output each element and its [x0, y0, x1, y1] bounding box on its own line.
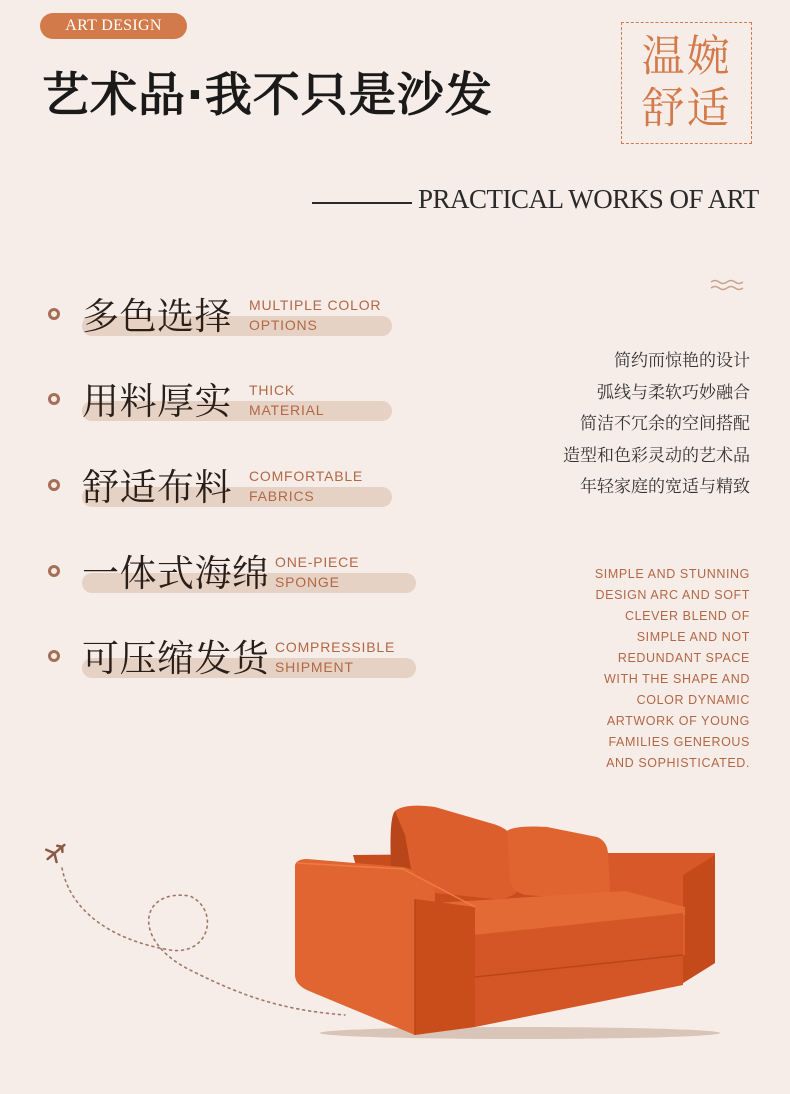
description-en-line: DESIGN ARC AND SOFT [595, 588, 750, 602]
stamp-line-1: 温婉 [641, 32, 732, 82]
description-zh-line: 简约而惊艳的设计 [614, 351, 750, 371]
feature-subtitle-line1: MULTIPLE COLOR [249, 297, 382, 313]
feature-subtitle-line2: SHIPMENT [275, 658, 354, 675]
description-zh-line: 年轻家庭的宽适与精致 [580, 477, 750, 497]
feature-title: 多色选择 [82, 295, 232, 338]
airplane-icon [42, 839, 69, 865]
feature-item-colors [48, 286, 398, 346]
description-en-line: CLEVER BLEND OF [624, 609, 750, 623]
description-en-line: REDUNDANT SPACE [617, 651, 750, 665]
description-en-line: SIMPLE AND STUNNING [594, 567, 750, 581]
description-zh-line: 造型和色彩灵动的艺术品 [563, 445, 750, 466]
circle-icon [48, 479, 60, 491]
description-zh-line: 弧线与柔软巧妙融合 [597, 382, 750, 403]
feature-subtitle [249, 296, 381, 335]
feature-subtitle-line2: SPONGE [275, 573, 340, 590]
description-en-line: AND SOPHISTICATED. [606, 756, 750, 770]
feature-subtitle [249, 467, 363, 506]
feature-title: 舒适布料 [82, 466, 232, 509]
feature-title: 可压缩发货 [82, 637, 270, 680]
feature-subtitle-line1: COMFORTABLE [249, 468, 364, 484]
description-en-line: FAMILIES GENEROUS [608, 735, 750, 749]
feature-subtitle [249, 381, 324, 420]
circle-icon [48, 565, 60, 577]
feature-subtitle-line2: OPTIONS [249, 316, 318, 333]
sofa-image [285, 795, 725, 1040]
feature-item-material [48, 371, 398, 431]
feature-subtitle-line1: THICK [249, 382, 295, 398]
feature-subtitle-line2: MATERIAL [249, 401, 325, 418]
feature-subtitle-line2: FABRICS [249, 487, 315, 504]
art-design-badge: ART DESIGN [40, 13, 187, 39]
description-en [595, 564, 750, 774]
comfort-stamp [621, 22, 752, 144]
circle-icon [48, 393, 60, 405]
feature-subtitle [275, 553, 359, 592]
feature-subtitle [275, 638, 395, 677]
page-subtitle: PRACTICAL WORKS OF ART [418, 184, 759, 214]
feature-title: 一体式海绵 [82, 552, 270, 595]
subtitle-divider [312, 202, 412, 204]
feature-item-fabrics [48, 457, 398, 517]
waves-icon [710, 278, 746, 292]
feature-item-shipment [48, 628, 418, 688]
description-zh-line: 简洁不冗余的空间搭配 [580, 414, 750, 434]
circle-icon [48, 650, 60, 662]
circle-icon [48, 308, 60, 320]
description-en-line: COLOR DYNAMIC [636, 693, 750, 707]
description-en-line: SIMPLE AND NOT [636, 630, 750, 644]
description-en-line: WITH THE SHAPE AND [603, 672, 750, 686]
stamp-line-2: 舒适 [641, 84, 732, 134]
feature-subtitle-line1: COMPRESSIBLE [275, 639, 396, 655]
description-en-line: ARTWORK OF YOUNG [606, 714, 750, 728]
feature-title: 用料厚实 [82, 380, 232, 423]
feature-subtitle-line1: ONE-PIECE [275, 554, 360, 570]
page-title: 艺术品·我不只是沙发 [42, 68, 493, 123]
feature-item-sponge [48, 543, 418, 603]
description-zh [563, 346, 750, 504]
